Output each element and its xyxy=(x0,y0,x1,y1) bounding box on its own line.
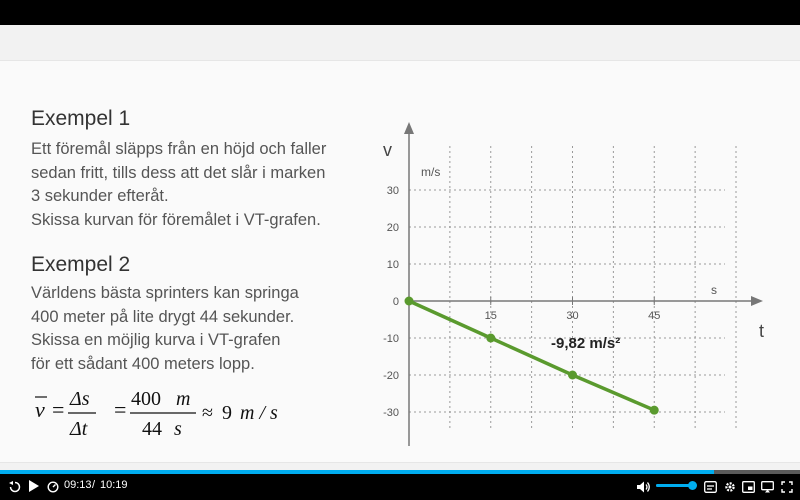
y-tick-label: 0 xyxy=(392,296,399,308)
example1-line: Ett föremål släpps från en höjd och faller xyxy=(31,140,327,158)
vt-graph xyxy=(365,116,775,456)
settings-icon[interactable] xyxy=(724,479,736,495)
grid xyxy=(409,146,736,428)
formula-equals: = xyxy=(114,397,127,422)
formula-result-unit: m / s xyxy=(240,402,278,424)
volume-handle[interactable] xyxy=(688,481,697,490)
data-point xyxy=(650,406,659,415)
y-tick-label: 10 xyxy=(386,259,399,271)
y-tick-label: 20 xyxy=(386,222,399,234)
formula-vbar: v xyxy=(35,397,45,422)
axes xyxy=(404,122,763,446)
x-axis-arrow xyxy=(751,296,763,306)
formula-result-value: 9 xyxy=(222,402,232,424)
time-separator: / xyxy=(92,479,96,491)
x-tick-label: 30 xyxy=(566,310,579,322)
volume-level xyxy=(656,484,692,487)
y-axis-arrow xyxy=(404,122,414,134)
top-bar xyxy=(0,0,800,25)
formula-equals: = xyxy=(52,397,65,422)
formula-delta-t: Δt xyxy=(70,418,88,440)
y-tick-label: -30 xyxy=(383,407,399,419)
example2-title: Exempel 2 xyxy=(31,253,131,276)
subtitles-icon[interactable] xyxy=(704,479,717,495)
formula-num-unit: m xyxy=(176,388,191,410)
pip-icon[interactable] xyxy=(742,479,755,495)
example2-line: 400 meter på lite drygt 44 sekunder. xyxy=(31,307,295,326)
x-tick-label: 45 xyxy=(648,310,661,322)
total-time: 10:19 xyxy=(100,479,128,491)
example2-line: Skissa en möjlig kurva i VT-grafen xyxy=(31,331,281,349)
play-icon[interactable] xyxy=(28,478,40,494)
replay-icon[interactable] xyxy=(9,479,21,495)
data-point xyxy=(405,297,414,306)
example2-text xyxy=(31,282,299,376)
formula-delta-s: Δs xyxy=(70,388,90,410)
player-controls xyxy=(0,470,800,500)
slide-content xyxy=(0,60,800,463)
y-tick-label: 30 xyxy=(386,185,399,197)
example1-line: sedan fritt, tills dess att det slår i marken xyxy=(31,163,326,182)
progress-bar[interactable] xyxy=(0,470,800,474)
x-axis-label: t xyxy=(759,321,765,341)
example2-line: för ett sådant 400 meters lopp. xyxy=(31,354,255,373)
progress-played xyxy=(0,470,714,474)
formula-den-unit: s xyxy=(174,418,182,440)
y-tick-labels xyxy=(383,185,399,419)
average-speed-formula xyxy=(30,383,310,443)
formula-num-value: 400 xyxy=(131,388,161,410)
y-axis-label: v xyxy=(383,140,392,160)
data-point xyxy=(568,371,577,380)
example2-line: Världens bästa sprinters kan springa xyxy=(31,284,299,302)
cast-icon[interactable] xyxy=(761,479,774,495)
slide xyxy=(0,25,800,470)
y-unit-label: m/s xyxy=(421,165,441,179)
example1-line: Skissa kurvan för föremålet i VT-grafen. xyxy=(31,210,321,229)
formula-den-value: 44 xyxy=(142,418,162,440)
speed-icon[interactable] xyxy=(47,479,59,495)
x-tick-label: 15 xyxy=(484,310,497,322)
y-tick-label: -10 xyxy=(383,333,399,345)
x-unit-label: s xyxy=(711,283,717,297)
example1-title: Exempel 1 xyxy=(31,107,131,130)
example1-line: 3 sekunder efteråt. xyxy=(31,187,169,205)
example1-text xyxy=(31,138,326,232)
fullscreen-icon[interactable] xyxy=(781,479,793,495)
current-time: 09:13 xyxy=(64,479,92,491)
formula-approx: ≈ xyxy=(202,402,213,424)
volume-slider[interactable] xyxy=(656,484,692,487)
acceleration-annotation: -9,82 m/s² xyxy=(551,335,621,352)
y-tick-label: -20 xyxy=(383,370,399,382)
volume-icon[interactable] xyxy=(637,479,651,495)
data-point xyxy=(486,334,495,343)
